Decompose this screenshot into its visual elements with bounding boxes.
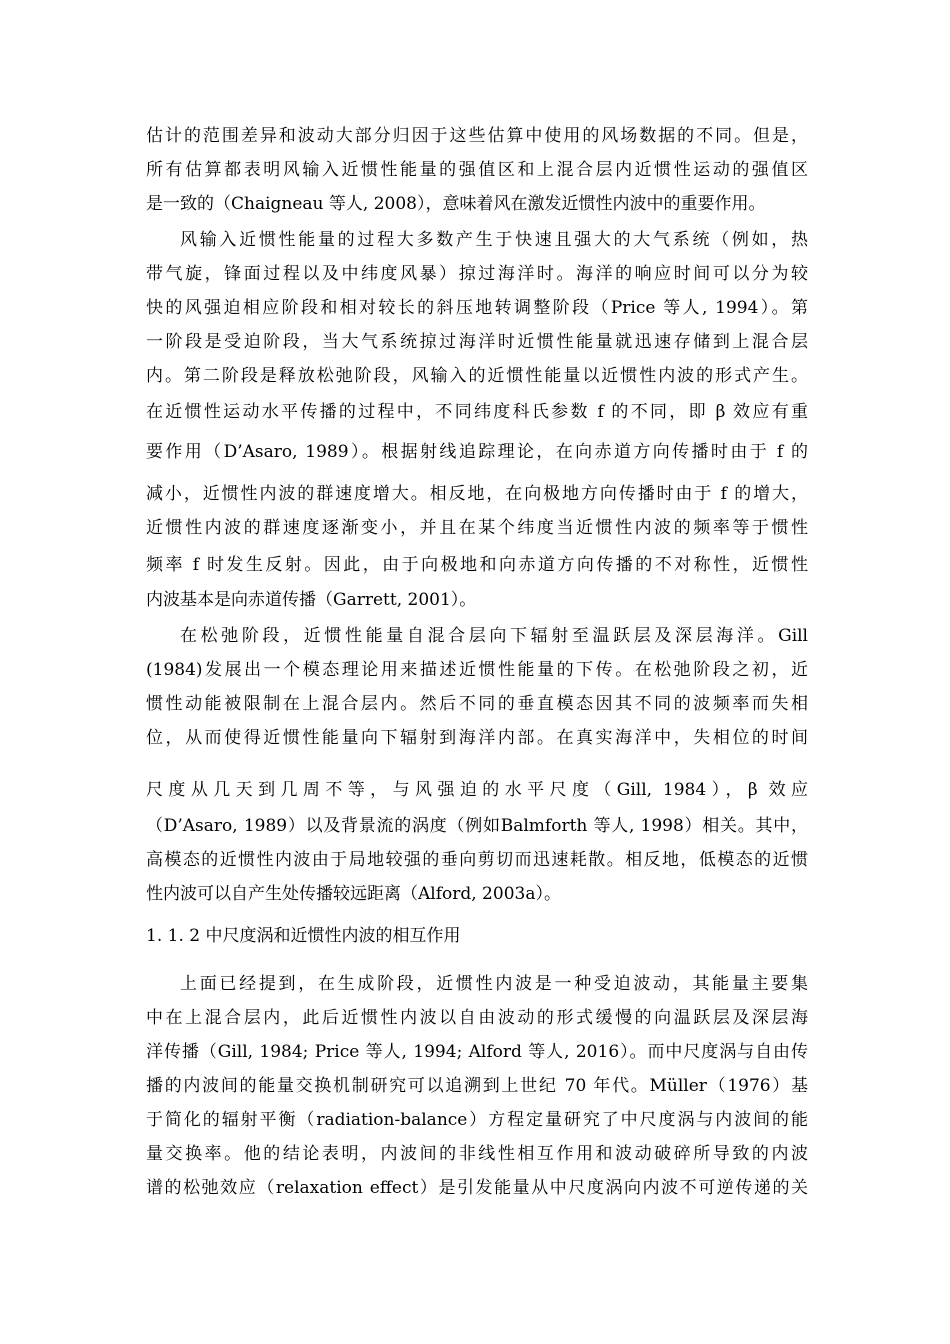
section-heading: 1. 1. 2 中尺度涡和近惯性内波的相互作用 xyxy=(146,926,461,946)
paragraph1-line-1: 估计的范围差异和波动大部分归因于这些估算中使用的风场数据的不同。但是， xyxy=(146,126,808,146)
paragraph3-line-8: 性内波可以自产生处传播较远距离（Alford, 2003a）。 xyxy=(146,884,561,904)
paragraph1-line-2: 所有估算都表明风输入近惯性能量的强值区和上混合层内近惯性运动的强值区 xyxy=(146,160,808,180)
paragraph2-line-5: 内。第二阶段是释放松弛阶段，风输入的近惯性能量以近惯性内波的形式产生。 xyxy=(146,366,808,386)
paragraph2-line-9: 近惯性内波的群速度逐渐变小，并且在某个纬度当近惯性内波的频率等于惯性 xyxy=(146,518,808,538)
paragraph3-line-7: 高模态的近惯性内波由于局地较强的垂向剪切而迅速耗散。相反地，低模态的近惯 xyxy=(146,850,808,870)
paragraph4-line-4: 播的内波间的能量交换机制研究可以追溯到上世纪 70 年代。Müller（1976）基 xyxy=(146,1076,808,1096)
paragraph2-line-8: 减小，近惯性内波的群速度增大。相反地，在向极地方向传播时由于 f 的增大， xyxy=(146,484,808,504)
paragraph3-line-3: 惯性动能被限制在上混合层内。然后不同的垂直模态因其不同的波频率而失相 xyxy=(146,694,808,714)
paragraph2-line-3: 快的风强迫相应阶段和相对较长的斜压地转调整阶段（Price 等人, 1994）。第 xyxy=(146,298,808,318)
paragraph4-line-5: 于简化的辐射平衡（radiation-balance）方程定量研究了中尺度涡与内波间的能 xyxy=(146,1110,808,1130)
paragraph3-line-5: 尺度从几天到几周不等，与风强迫的水平尺度（Gill, 1984），β 效应 xyxy=(146,780,808,800)
paragraph2-line-7: 要作用（D’Asaro, 1989）。根据射线追踪理论，在向赤道方向传播时由于 f 的 xyxy=(146,442,808,462)
paragraph4-line-3: 洋传播（Gill, 1984; Price 等人, 1994; Alford 等人, 2016）。而中尺度涡与自由传 xyxy=(146,1042,808,1062)
paragraph3-line-1: 在松弛阶段，近惯性能量自混合层向下辐射至温跃层及深层海洋。Gill xyxy=(180,626,808,646)
paragraph2-line-10: 频率 f 时发生反射。因此，由于向极地和向赤道方向传播的不对称性，近惯性 xyxy=(146,555,808,575)
paragraph2-line-2: 带气旋，锋面过程以及中纬度风暴）掠过海洋时。海洋的响应时间可以分为较 xyxy=(146,264,808,284)
paragraph3-line-6: （D’Asaro, 1989）以及背景流的涡度（例如Balmforth 等人, 1998）相关。其中， xyxy=(146,816,808,836)
paragraph3-line-4: 位，从而使得近惯性能量向下辐射到海洋内部。在真实海洋中，失相位的时间 xyxy=(146,728,808,748)
paragraph4-line-6: 量交换率。他的结论表明，内波间的非线性相互作用和波动破碎所导致的内波 xyxy=(146,1144,808,1164)
paragraph1-line-3: 是一致的（Chaigneau 等人, 2008），意味着风在激发近惯性内波中的重要作用。 xyxy=(146,194,766,214)
paragraph2-line-6: 在近惯性运动水平传播的过程中，不同纬度科氏参数 f 的不同，即 β 效应有重 xyxy=(146,402,808,422)
paragraph4-line-2: 中在上混合层内，此后近惯性内波以自由波动的形式缓慢的向温跃层及深层海 xyxy=(146,1008,808,1028)
paragraph4-line-7: 谱的松弛效应（relaxation effect）是引发能量从中尺度涡向内波不可逆传递的关 xyxy=(146,1178,808,1198)
paragraph2-line-1: 风输入近惯性能量的过程大多数产生于快速且强大的大气系统（例如，热 xyxy=(180,230,808,250)
paragraph2-line-11: 内波基本是向赤道传播（Garrett, 2001）。 xyxy=(146,590,477,610)
paragraph2-line-4: 一阶段是受迫阶段，当大气系统掠过海洋时近惯性能量就迅速存储到上混合层 xyxy=(146,332,808,352)
paragraph4-line-1: 上面已经提到，在生成阶段，近惯性内波是一种受迫波动，其能量主要集 xyxy=(180,974,808,994)
paragraph3-line-2: (1984)发展出一个模态理论用来描述近惯性能量的下传。在松弛阶段之初，近 xyxy=(146,660,808,680)
